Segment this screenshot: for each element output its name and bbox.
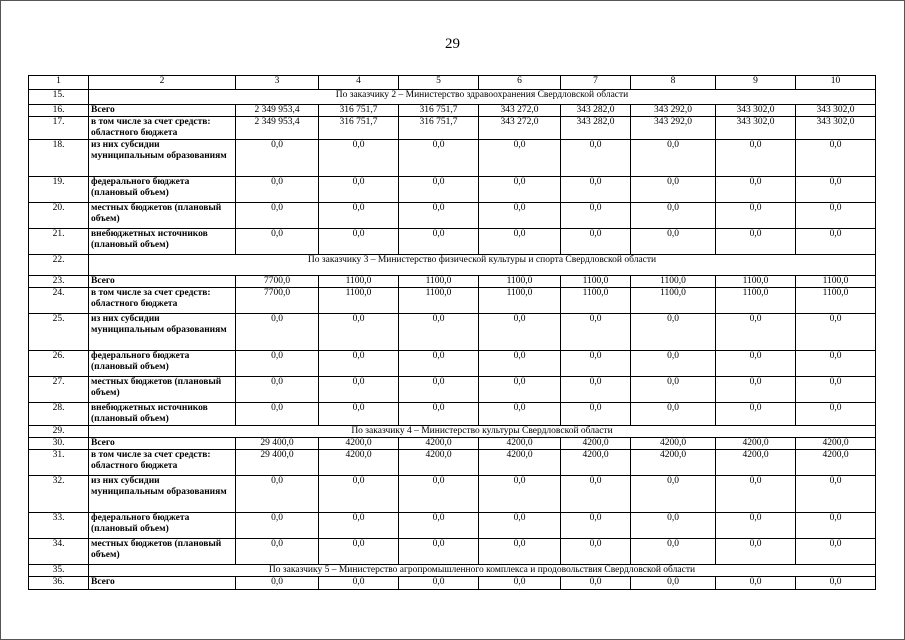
section-row — [29, 565, 876, 577]
value-cell: 0,0 — [399, 377, 479, 403]
table-row — [29, 450, 876, 476]
value-cell: 343 302,0 — [796, 105, 876, 117]
table-row — [29, 377, 876, 403]
value-cell: 0,0 — [319, 140, 399, 177]
value-cell: 0,0 — [561, 403, 631, 426]
row-label: в том числе за счет средств: областного бюджета — [89, 450, 236, 476]
value-cell: 0,0 — [716, 314, 796, 351]
value-cell: 0,0 — [561, 203, 631, 229]
value-cell: 0,0 — [236, 140, 319, 177]
value-cell: 4200,0 — [631, 450, 716, 476]
row-label: федерального бюджета (плановый объем) — [89, 513, 236, 539]
value-cell: 4200,0 — [631, 438, 716, 450]
value-cell: 0,0 — [796, 140, 876, 177]
table-row — [29, 288, 876, 314]
value-cell: 4200,0 — [319, 438, 399, 450]
table-header-row — [29, 76, 876, 90]
table-row — [29, 513, 876, 539]
value-cell: 0,0 — [716, 140, 796, 177]
value-cell: 0,0 — [236, 539, 319, 565]
value-cell: 0,0 — [319, 539, 399, 565]
row-label: в том числе за счет средств: областного бюджета — [89, 117, 236, 140]
value-cell: 0,0 — [479, 476, 561, 513]
value-cell: 0,0 — [236, 577, 319, 590]
value-cell: 316 751,7 — [319, 105, 399, 117]
value-cell: 0,0 — [796, 403, 876, 426]
value-cell: 4200,0 — [399, 438, 479, 450]
value-cell: 0,0 — [479, 403, 561, 426]
table-row — [29, 140, 876, 177]
value-cell: 0,0 — [561, 229, 631, 255]
value-cell: 0,0 — [319, 377, 399, 403]
value-cell: 0,0 — [631, 177, 716, 203]
value-cell: 0,0 — [796, 476, 876, 513]
row-number: 35. — [29, 565, 89, 577]
value-cell: 0,0 — [319, 177, 399, 203]
value-cell: 29 400,0 — [236, 450, 319, 476]
value-cell: 0,0 — [631, 314, 716, 351]
value-cell: 0,0 — [236, 377, 319, 403]
value-cell: 0,0 — [716, 203, 796, 229]
table-row — [29, 438, 876, 450]
value-cell: 0,0 — [479, 513, 561, 539]
row-label: Всего — [89, 577, 236, 590]
value-cell: 1100,0 — [716, 288, 796, 314]
table-row — [29, 403, 876, 426]
row-number: 27. — [29, 377, 89, 403]
value-cell: 0,0 — [319, 513, 399, 539]
value-cell: 4200,0 — [796, 450, 876, 476]
value-cell: 0,0 — [399, 140, 479, 177]
value-cell: 0,0 — [561, 476, 631, 513]
value-cell: 0,0 — [561, 177, 631, 203]
column-header: 1 — [29, 76, 89, 90]
value-cell: 0,0 — [399, 403, 479, 426]
table-row — [29, 203, 876, 229]
column-header: 8 — [631, 76, 716, 90]
value-cell: 0,0 — [399, 203, 479, 229]
row-number: 36. — [29, 577, 89, 590]
row-number: 28. — [29, 403, 89, 426]
value-cell: 1100,0 — [716, 276, 796, 288]
value-cell: 343 282,0 — [561, 117, 631, 140]
column-header: 3 — [236, 76, 319, 90]
value-cell: 343 272,0 — [479, 117, 561, 140]
table-row — [29, 314, 876, 351]
value-cell: 316 751,7 — [319, 117, 399, 140]
column-header: 5 — [399, 76, 479, 90]
row-label: из них субсидии муниципальным образованиям — [89, 314, 236, 351]
value-cell: 0,0 — [796, 203, 876, 229]
row-label: Всего — [89, 438, 236, 450]
value-cell: 0,0 — [796, 177, 876, 203]
value-cell: 0,0 — [631, 577, 716, 590]
value-cell: 0,0 — [319, 314, 399, 351]
row-label: из них субсидии муниципальным образованиям — [89, 476, 236, 513]
value-cell: 343 272,0 — [479, 105, 561, 117]
value-cell: 0,0 — [236, 513, 319, 539]
value-cell: 4200,0 — [561, 450, 631, 476]
value-cell: 0,0 — [399, 177, 479, 203]
table-row — [29, 539, 876, 565]
value-cell: 0,0 — [399, 229, 479, 255]
value-cell: 0,0 — [631, 476, 716, 513]
value-cell: 0,0 — [399, 476, 479, 513]
value-cell: 4200,0 — [716, 438, 796, 450]
value-cell: 1100,0 — [561, 276, 631, 288]
row-number: 25. — [29, 314, 89, 351]
value-cell: 0,0 — [319, 403, 399, 426]
value-cell: 0,0 — [479, 314, 561, 351]
row-number: 32. — [29, 476, 89, 513]
row-label: местных бюджетов (плановый объем) — [89, 377, 236, 403]
section-row — [29, 90, 876, 105]
value-cell: 316 751,7 — [399, 105, 479, 117]
value-cell: 0,0 — [479, 229, 561, 255]
value-cell: 0,0 — [236, 403, 319, 426]
value-cell: 343 302,0 — [716, 105, 796, 117]
value-cell: 0,0 — [561, 140, 631, 177]
value-cell: 0,0 — [631, 351, 716, 377]
value-cell: 0,0 — [236, 351, 319, 377]
row-number: 16. — [29, 105, 89, 117]
value-cell: 4200,0 — [716, 450, 796, 476]
value-cell: 0,0 — [716, 177, 796, 203]
row-number: 19. — [29, 177, 89, 203]
value-cell: 2 349 953,4 — [236, 117, 319, 140]
value-cell: 0,0 — [399, 314, 479, 351]
value-cell: 4200,0 — [479, 438, 561, 450]
value-cell: 0,0 — [631, 140, 716, 177]
value-cell: 1100,0 — [631, 276, 716, 288]
value-cell: 0,0 — [236, 314, 319, 351]
value-cell: 0,0 — [631, 229, 716, 255]
row-number: 15. — [29, 90, 89, 105]
value-cell: 0,0 — [631, 513, 716, 539]
table-row — [29, 177, 876, 203]
value-cell: 0,0 — [631, 539, 716, 565]
value-cell: 0,0 — [631, 377, 716, 403]
value-cell: 0,0 — [479, 377, 561, 403]
value-cell: 4200,0 — [479, 450, 561, 476]
value-cell: 0,0 — [319, 476, 399, 513]
value-cell: 1100,0 — [399, 276, 479, 288]
value-cell: 0,0 — [716, 229, 796, 255]
value-cell: 0,0 — [796, 377, 876, 403]
value-cell: 0,0 — [319, 229, 399, 255]
section-row — [29, 426, 876, 438]
value-cell: 1100,0 — [399, 288, 479, 314]
value-cell: 1100,0 — [319, 288, 399, 314]
value-cell: 343 302,0 — [796, 117, 876, 140]
row-label: внебюджетных источников (плановый объем) — [89, 403, 236, 426]
value-cell: 343 292,0 — [631, 105, 716, 117]
table-row — [29, 351, 876, 377]
value-cell: 0,0 — [479, 177, 561, 203]
row-label: в том числе за счет средств: областного бюджета — [89, 288, 236, 314]
table-row — [29, 105, 876, 117]
row-number: 33. — [29, 513, 89, 539]
section-title: По заказчику 5 – Министерство агропромышленного комплекса и продовольствия Свердловской области — [89, 565, 876, 577]
value-cell: 0,0 — [561, 577, 631, 590]
value-cell: 0,0 — [796, 229, 876, 255]
value-cell: 0,0 — [716, 403, 796, 426]
row-number: 31. — [29, 450, 89, 476]
column-header: 9 — [716, 76, 796, 90]
value-cell: 7700,0 — [236, 288, 319, 314]
value-cell: 0,0 — [236, 177, 319, 203]
row-label: внебюджетных источников (плановый объем) — [89, 229, 236, 255]
row-number: 20. — [29, 203, 89, 229]
value-cell: 4200,0 — [319, 450, 399, 476]
section-title: По заказчику 2 – Министерство здравоохранения Свердловской области — [89, 90, 876, 105]
value-cell: 343 302,0 — [716, 117, 796, 140]
value-cell: 0,0 — [479, 351, 561, 377]
value-cell: 0,0 — [399, 351, 479, 377]
value-cell: 0,0 — [716, 351, 796, 377]
section-title: По заказчику 3 – Министерство физической культуры и спорта Свердловской области — [89, 255, 876, 276]
value-cell: 0,0 — [561, 377, 631, 403]
value-cell: 0,0 — [479, 140, 561, 177]
value-cell: 0,0 — [796, 513, 876, 539]
value-cell: 0,0 — [796, 314, 876, 351]
value-cell: 0,0 — [716, 513, 796, 539]
row-label: Всего — [89, 276, 236, 288]
value-cell: 0,0 — [319, 203, 399, 229]
value-cell: 0,0 — [796, 539, 876, 565]
value-cell: 0,0 — [631, 203, 716, 229]
column-header: 6 — [479, 76, 561, 90]
table-row — [29, 276, 876, 288]
value-cell: 0,0 — [561, 539, 631, 565]
value-cell: 0,0 — [716, 539, 796, 565]
value-cell: 0,0 — [796, 351, 876, 377]
value-cell: 0,0 — [796, 577, 876, 590]
row-label: местных бюджетов (плановый объем) — [89, 203, 236, 229]
row-number: 21. — [29, 229, 89, 255]
row-number: 26. — [29, 351, 89, 377]
value-cell: 2 349 953,4 — [236, 105, 319, 117]
row-number: 34. — [29, 539, 89, 565]
value-cell: 29 400,0 — [236, 438, 319, 450]
table-row — [29, 577, 876, 590]
value-cell: 4200,0 — [561, 438, 631, 450]
table-row — [29, 476, 876, 513]
column-header: 10 — [796, 76, 876, 90]
row-label: Всего — [89, 105, 236, 117]
row-number: 29. — [29, 426, 89, 438]
column-header: 2 — [89, 76, 236, 90]
value-cell: 0,0 — [319, 351, 399, 377]
value-cell: 0,0 — [399, 513, 479, 539]
value-cell: 316 751,7 — [399, 117, 479, 140]
row-number: 22. — [29, 255, 89, 276]
value-cell: 0,0 — [319, 577, 399, 590]
budget-table — [28, 75, 876, 590]
value-cell: 343 282,0 — [561, 105, 631, 117]
row-label: федерального бюджета (плановый объем) — [89, 177, 236, 203]
column-header: 7 — [561, 76, 631, 90]
value-cell: 0,0 — [236, 229, 319, 255]
value-cell: 1100,0 — [319, 276, 399, 288]
column-header: 4 — [319, 76, 399, 90]
value-cell: 0,0 — [479, 203, 561, 229]
value-cell: 0,0 — [236, 203, 319, 229]
row-number: 24. — [29, 288, 89, 314]
value-cell: 0,0 — [716, 377, 796, 403]
row-number: 18. — [29, 140, 89, 177]
row-label: федерального бюджета (плановый объем) — [89, 351, 236, 377]
value-cell: 0,0 — [399, 539, 479, 565]
value-cell: 1100,0 — [631, 288, 716, 314]
value-cell: 7700,0 — [236, 276, 319, 288]
value-cell: 1100,0 — [796, 276, 876, 288]
value-cell: 4200,0 — [796, 438, 876, 450]
row-number: 23. — [29, 276, 89, 288]
table-row — [29, 229, 876, 255]
row-label: из них субсидии муниципальным образованиям — [89, 140, 236, 177]
value-cell: 1100,0 — [479, 288, 561, 314]
value-cell: 0,0 — [716, 476, 796, 513]
value-cell: 1100,0 — [796, 288, 876, 314]
value-cell: 0,0 — [631, 403, 716, 426]
value-cell: 0,0 — [399, 577, 479, 590]
row-number: 30. — [29, 438, 89, 450]
value-cell: 0,0 — [561, 314, 631, 351]
value-cell: 0,0 — [716, 577, 796, 590]
table-row — [29, 117, 876, 140]
row-label: местных бюджетов (плановый объем) — [89, 539, 236, 565]
value-cell: 4200,0 — [399, 450, 479, 476]
value-cell: 0,0 — [236, 476, 319, 513]
value-cell: 1100,0 — [561, 288, 631, 314]
value-cell: 343 292,0 — [631, 117, 716, 140]
row-number: 17. — [29, 117, 89, 140]
value-cell: 0,0 — [561, 351, 631, 377]
section-title: По заказчику 4 – Министерство культуры Свердловской области — [89, 426, 876, 438]
value-cell: 1100,0 — [479, 276, 561, 288]
page-number: 29 — [445, 36, 460, 52]
value-cell: 0,0 — [561, 513, 631, 539]
value-cell: 0,0 — [479, 539, 561, 565]
value-cell: 0,0 — [479, 577, 561, 590]
section-row — [29, 255, 876, 276]
